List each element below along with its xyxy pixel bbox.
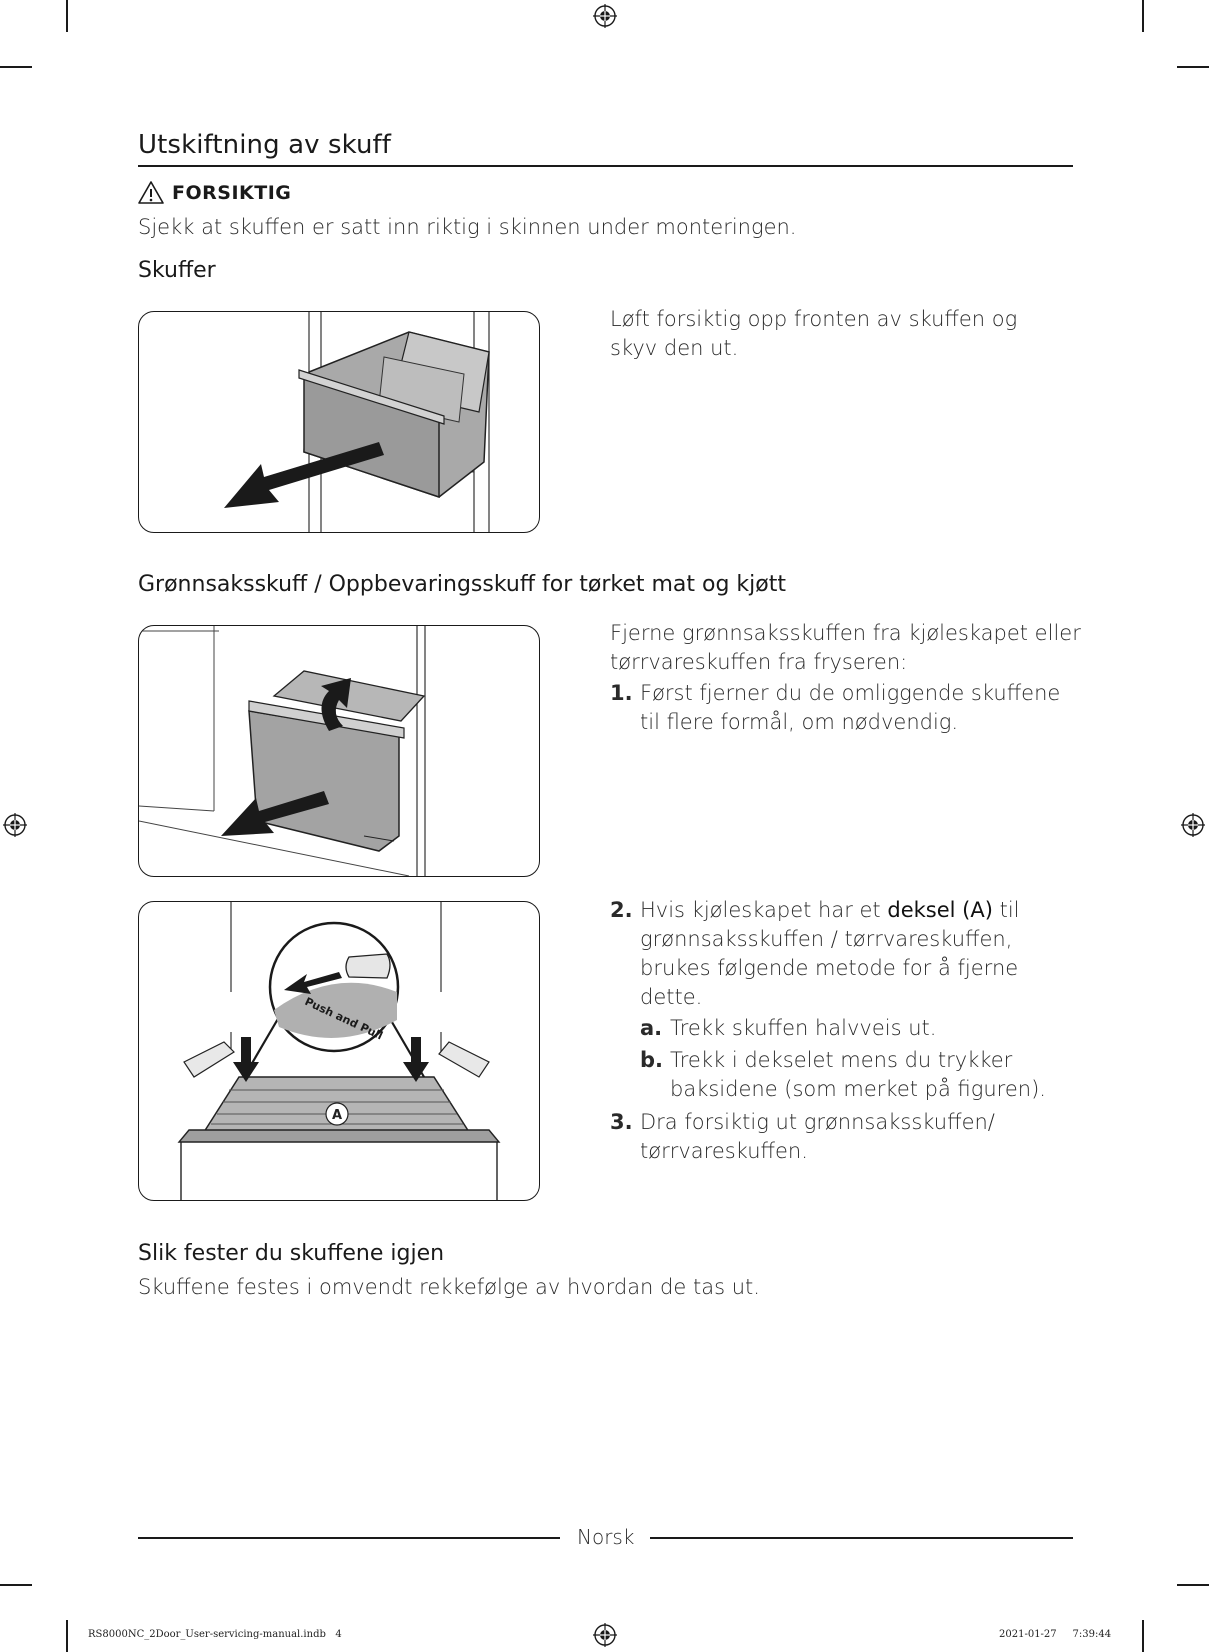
footer-rule-left xyxy=(138,1537,560,1539)
figure-label-a: A xyxy=(331,1108,343,1123)
footer-language: Norsk xyxy=(577,1525,635,1549)
sub-step-letter: a. xyxy=(640,1016,663,1040)
figure-vegetable-drawer-removal xyxy=(138,625,540,877)
crop-mark xyxy=(1142,0,1144,32)
registration-mark-icon xyxy=(1180,812,1206,838)
section-heading-vegetable-drawer: Grønnsaksskuff / Oppbevaringsskuff for tørket mat og kjøtt xyxy=(138,572,787,597)
footer-timestamp: 2021-01-27 7:39:44 xyxy=(999,1629,1112,1640)
figure-drawer-removal xyxy=(138,311,540,533)
figure-cover-push-pull xyxy=(138,901,540,1201)
step-3-number xyxy=(610,1108,633,1137)
step-2b-letter xyxy=(640,1046,663,1075)
step-2b-line2: baksidene (som merket på figuren). xyxy=(670,1077,1046,1101)
section2-intro-line1: Fjerne grønnsaksskuffen fra kjøleskapet eller xyxy=(610,621,1081,645)
step-2-line3: brukes følgende metode for å fjerne xyxy=(640,956,1019,980)
step-number: 2. xyxy=(610,898,633,922)
section-heading-reattach: Slik fester du skuffene igjen xyxy=(138,1241,445,1266)
crop-mark xyxy=(0,1584,32,1586)
sub-step-letter: b. xyxy=(640,1048,664,1072)
step-3-line2: tørrvareskuffen. xyxy=(640,1139,808,1163)
step-2-line1 xyxy=(640,896,1020,925)
step-2-emphasis: deksel (A) xyxy=(887,898,993,922)
crop-mark xyxy=(66,0,68,32)
step-2a-letter xyxy=(640,1014,662,1043)
step-2-number xyxy=(610,896,633,925)
step-2-line4: dette. xyxy=(640,985,703,1009)
registration-mark-icon xyxy=(592,3,618,29)
step-3-line1: Dra forsiktig ut grønnsaksskuffen/ xyxy=(640,1110,995,1134)
page-title: Utskiftning av skuff xyxy=(138,130,392,160)
crop-mark xyxy=(1177,66,1209,68)
step-number: 3. xyxy=(610,1110,633,1134)
caution-text: Sjekk at skuffen er satt inn riktig i skinnen under monteringen. xyxy=(138,215,797,239)
section-heading-skuffer: Skuffer xyxy=(138,258,216,283)
section2-intro-line2: tørrvareskuffen fra fryseren: xyxy=(610,650,908,674)
warning-icon xyxy=(137,180,165,205)
registration-mark-icon xyxy=(592,1622,618,1648)
step-number: 1. xyxy=(610,681,633,705)
section1-text-line1: Løft forsiktig opp fronten av skuffen og xyxy=(610,307,1018,331)
crop-mark xyxy=(0,66,32,68)
section3-text: Skuffene festes i omvendt rekkefølge av hvordan de tas ut. xyxy=(138,1275,760,1299)
step-1-line1: Først fjerner du de omliggende skuffene xyxy=(640,681,1061,705)
registration-mark-icon xyxy=(2,812,28,838)
footer-rule-right xyxy=(650,1537,1073,1539)
crop-mark xyxy=(1177,1584,1209,1586)
footer-file-name: RS8000NC_2Door_User-servicing-manual.indb 4 xyxy=(88,1629,342,1640)
step-2b-line1: Trekk i dekselet mens du trykker xyxy=(670,1048,1013,1072)
step-2-line2: grønnsaksskuffen / tørrvareskuffen, xyxy=(640,927,1013,951)
step-2-line1-post: til xyxy=(999,898,1020,922)
section1-text-line2: skyv den ut. xyxy=(610,336,739,360)
figure-push-pull-label: Push and Pull xyxy=(302,994,385,1043)
step-1-line2: til flere formål, om nødvendig. xyxy=(640,710,959,734)
crop-mark xyxy=(1142,1620,1144,1652)
title-rule xyxy=(138,165,1073,167)
step-2-line1-pre: Hvis kjøleskapet har et xyxy=(640,898,881,922)
crop-mark xyxy=(66,1620,68,1652)
step-2a-text: Trekk skuffen halvveis ut. xyxy=(670,1016,937,1040)
caution-label: FORSIKTIG xyxy=(172,182,292,204)
